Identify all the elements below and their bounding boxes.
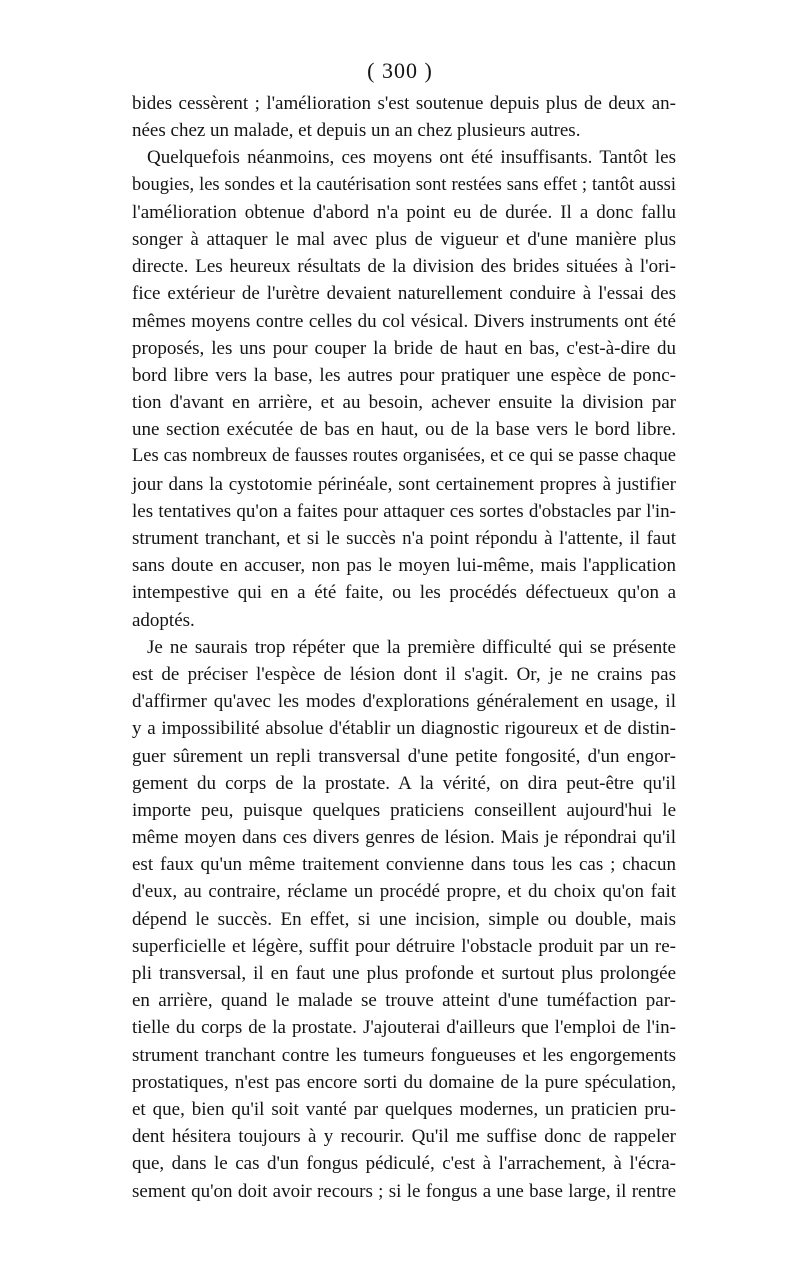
- text-line: jour dans la cystotomie périnéale, sont certainement propres à justifier: [132, 473, 676, 495]
- text-line: superficielle et légère, suffit pour détruire l'obstacle produit par un re-: [132, 935, 676, 957]
- text-line: en arrière, quand le malade se trouve atteint d'une tuméfaction par-: [132, 990, 676, 1012]
- text-line: et que, bien qu'il soit vanté par quelques modernes, un praticien pru-: [132, 1098, 676, 1120]
- text-line: songer à attaquer le mal avec plus de vigueur et d'une manière plus: [132, 228, 676, 250]
- text-line: bord libre vers la base, les autres pour pratiquer une espèce de ponc-: [132, 364, 676, 386]
- text-line: l'amélioration obtenue d'abord n'a point eu de durée. Il a donc fallu: [132, 201, 676, 223]
- text-line: prostatiques, n'est pas encore sorti du domaine de la pure spéculation,: [132, 1071, 676, 1093]
- text-line: les tentatives qu'on a faites pour attaquer ces sortes d'obstacles par l'in-: [132, 500, 676, 522]
- text-line: guer sûrement un repli transversal d'une petite fongosité, d'un engor-: [132, 745, 676, 767]
- text-line: est faux qu'un même traitement convienne dans tous les cas ; chacun: [132, 854, 676, 876]
- text-line: directe. Les heureux résultats de la division des brides situées à l'ori-: [132, 256, 676, 278]
- text-line: strument tranchant, et si le succès n'a point répondu à l'attente, il faut: [132, 528, 676, 549]
- text-line: adoptés.: [132, 609, 195, 631]
- text-line: dépend le succès. En effet, si une incision, simple ou double, mais: [132, 908, 676, 930]
- text-line: Les cas nombreux de fausses routes organisées, et ce qui se passe chaque: [132, 446, 676, 467]
- text-line: fice extérieur de l'urètre devaient naturellement conduire à l'essai des: [132, 283, 676, 305]
- text-line: mêmes moyens contre celles du col vésical. Divers instruments ont été: [132, 310, 676, 332]
- text-line: pli transversal, il en faut une plus profonde et surtout plus prolongée: [132, 963, 676, 984]
- text-line: d'affirmer qu'avec les modes d'explorations généralement en usage, il: [132, 691, 676, 713]
- text-line: intempestive qui en a été faite, ou les procédés défectueux qu'on a: [132, 582, 676, 604]
- text-line: bides cessèrent ; l'amélioration s'est soutenue depuis plus de deux an-: [132, 93, 676, 114]
- text-line: importe peu, puisque quelques praticiens conseillent aujourd'hui le: [132, 799, 676, 821]
- text-line: proposés, les uns pour couper la bride de haut en bas, c'est-à-dire du: [132, 337, 676, 359]
- text-line: Je ne saurais trop répéter que la première difficulté qui se présente: [147, 636, 676, 658]
- text-line: y a impossibilité absolue d'établir un diagnostic rigoureux et de distin-: [132, 718, 676, 740]
- text-line: sement qu'on doit avoir recours ; si le fongus a une base large, il rentre: [132, 1180, 676, 1202]
- text-line: gement du corps de la prostate. A la vérité, on dira peut-être qu'il: [132, 772, 676, 794]
- text-line: est de préciser l'espèce de lésion dont il s'agit. Or, je ne crains pas: [132, 663, 676, 685]
- body-text: [132, 90, 676, 1205]
- text-line: dent hésitera toujours à y recourir. Qu'il me suffise donc de rappeler: [132, 1126, 676, 1148]
- text-line: une section exécutée de bas en haut, ou de la base vers le bord libre.: [132, 419, 676, 441]
- text-line: sans doute en accuser, non pas le moyen lui-même, mais l'application: [132, 555, 676, 577]
- text-line: d'eux, au contraire, réclame un procédé propre, et du choix qu'on fait: [132, 881, 676, 903]
- text-line: même moyen dans ces divers genres de lésion. Mais je répondrai qu'il: [132, 827, 676, 849]
- text-line: strument tranchant contre les tumeurs fongueuses et les engorgements: [132, 1044, 676, 1066]
- page-number: ( 300 ): [367, 58, 433, 83]
- text-line: bougies, les sondes et la cautérisation sont restées sans effet ; tantôt aussi: [132, 174, 676, 195]
- text-line: que, dans le cas d'un fongus pédiculé, c'est à l'arrachement, à l'écra-: [132, 1153, 676, 1175]
- text-line: nées chez un malade, et depuis un an chez plusieurs autres.: [132, 120, 581, 142]
- text-line: Quelquefois néanmoins, ces moyens ont été insuffisants. Tantôt les: [147, 147, 676, 169]
- text-line: tion d'avant en arrière, et au besoin, achever ensuite la division par: [132, 392, 676, 414]
- text-line: tielle du corps de la prostate. J'ajouterai d'ailleurs que l'emploi de l'in-: [132, 1017, 676, 1039]
